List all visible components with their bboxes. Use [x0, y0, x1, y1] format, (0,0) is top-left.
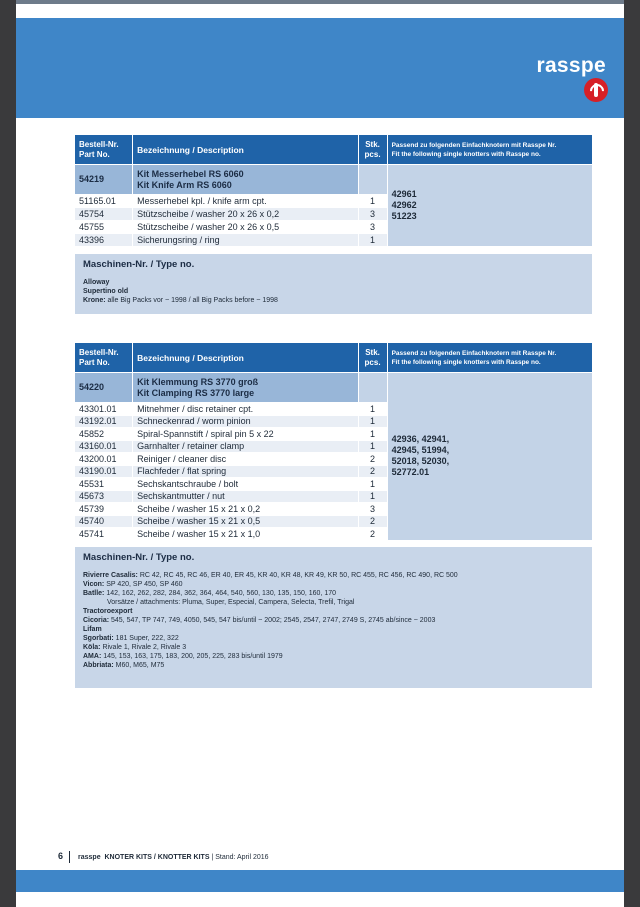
header-qty — [359, 343, 387, 372]
page-number: 6 — [58, 851, 64, 861]
kit-part-no: 54220 — [75, 373, 132, 402]
item-description: Scheibe / washer 15 x 21 x 0,2 — [133, 503, 357, 515]
item-part-no: 45531 — [75, 478, 132, 490]
header-fits-en: Fit the following single knotters with Rasspe no. — [391, 358, 541, 366]
item-part-no: 43160.01 — [75, 441, 132, 453]
header-band — [16, 18, 624, 118]
item-description: Scheibe / washer 15 x 21 x 0,5 — [133, 516, 357, 528]
kit-title-en: Kit Clamping RS 3770 large — [137, 387, 255, 398]
machines-title: Maschinen-Nr. / Type no. — [83, 259, 195, 270]
item-qty: 3 — [359, 221, 387, 233]
kit-table-54219 — [74, 134, 593, 247]
machine-brand: Krone: — [83, 297, 106, 304]
machine-models: Rivale 1, Rivale 2, Rivale 3 — [100, 644, 187, 651]
machine-models: Vorsätze / attachments: Pluma, Super, Especial, Campera, Selecta, Trefil, Trigal — [107, 599, 355, 606]
item-qty: 1 — [359, 195, 387, 207]
item-part-no: 45755 — [75, 221, 132, 233]
kit-table-54220 — [74, 342, 593, 541]
header-qty-en: pcs. — [364, 149, 381, 159]
item-description: Messerhebel kpl. / knife arm cpt. — [133, 195, 357, 207]
machines-box-kit1 — [75, 254, 592, 314]
logo-text: rasspe — [536, 54, 606, 77]
machine-brand: Alloway — [83, 279, 110, 286]
machine-line — [83, 616, 584, 625]
page-footer — [58, 851, 269, 863]
machine-line — [83, 634, 584, 643]
header-part-no-de: Bestell-Nr. — [79, 139, 119, 149]
header-fits-en: Fit the following single knotters with Rasspe no. — [391, 150, 541, 158]
item-description: Garnhalter / retainer clamp — [133, 441, 357, 453]
fit-knotter: 42945, 51994, — [391, 445, 450, 456]
machine-models: SP 420, SP 450, SP 460 — [104, 581, 183, 588]
header-qty-de: Stk. — [365, 347, 380, 357]
machine-line — [83, 589, 584, 598]
fit-knotter: 42962 — [391, 200, 417, 210]
item-qty: 1 — [359, 478, 387, 490]
kit-fits-cell — [388, 373, 592, 540]
item-description: Sechskantmutter / nut — [133, 491, 357, 503]
item-qty: 1 — [359, 403, 387, 415]
kit-title — [133, 165, 357, 194]
item-description: Sicherungsring / ring — [133, 234, 357, 246]
machine-line — [83, 661, 584, 670]
table-header-row — [75, 343, 592, 372]
machine-brand: Tractoroexport — [83, 608, 133, 615]
item-qty: 1 — [359, 234, 387, 246]
header-part-no-de: Bestell-Nr. — [79, 347, 119, 357]
machine-line — [83, 580, 584, 589]
item-description: Schneckenrad / worm pinion — [133, 416, 357, 428]
item-qty: 1 — [359, 416, 387, 428]
item-description: Spiral-Spannstift / spiral pin 5 x 22 — [133, 428, 357, 440]
machine-brand: Köla: — [83, 644, 101, 651]
header-qty-en: pcs. — [364, 357, 381, 367]
kit-title — [133, 373, 357, 402]
machine-line — [83, 643, 584, 652]
machine-models: RC 42, RC 45, RC 46, ER 40, ER 45, KR 40, KR 48, KR 49, KR 50, RC 455, RC 456, RC 490, RC 500 — [137, 572, 458, 579]
machine-brand: AMA: — [83, 653, 102, 660]
machine-brand: Rivierre Casalis: — [83, 572, 138, 579]
machine-brand: Supertino old — [83, 288, 129, 295]
machine-models: M60, M65, M75 — [113, 662, 165, 669]
item-part-no: 45741 — [75, 528, 132, 540]
item-description: Scheibe / washer 15 x 21 x 1,0 — [133, 528, 357, 540]
fit-knotter: 42936, 42941, — [391, 434, 450, 445]
machine-line — [83, 652, 584, 661]
item-description: Mitnehmer / disc retainer cpt. — [133, 403, 357, 415]
kit-qty-empty — [359, 165, 387, 194]
item-qty: 2 — [359, 528, 387, 540]
item-qty: 1 — [359, 428, 387, 440]
fit-knotter: 51223 — [391, 211, 417, 221]
header-qty — [359, 135, 387, 164]
item-qty: 3 — [359, 503, 387, 515]
top-strip — [16, 0, 624, 4]
header-qty-de: Stk. — [365, 139, 380, 149]
item-description: Reiniger / cleaner disc — [133, 453, 357, 465]
machine-line — [83, 287, 584, 296]
fit-knotter: 52772.01 — [391, 467, 430, 478]
item-part-no: 45754 — [75, 208, 132, 220]
item-part-no: 45673 — [75, 491, 132, 503]
machine-models: alle Big Packs vor ~ 1998 / all Big Packs before ~ 1998 — [105, 297, 278, 304]
header-part-no-en: Part No. — [79, 149, 110, 159]
machine-models: 545, 547, TP 747, 749, 4050, 545, 547 bis/until ~ 2002; 2545, 2547, 2747, 2749 S, 2745 ab/since ~ 2003 — [109, 617, 436, 624]
item-part-no: 51165.01 — [75, 195, 132, 207]
machine-brand: Cicoria: — [83, 617, 110, 624]
machine-line — [83, 571, 584, 580]
item-part-no: 45739 — [75, 503, 132, 515]
machine-brand: Vicon: — [83, 581, 105, 588]
item-qty: 1 — [359, 491, 387, 503]
table-header-row — [75, 135, 592, 164]
fit-knotter: 52018, 52030, — [391, 456, 450, 467]
header-fits — [388, 343, 592, 372]
machine-line — [83, 625, 584, 634]
header-part-no-en: Part No. — [79, 357, 110, 367]
logo-mark-icon — [584, 78, 608, 102]
header-part-no — [75, 135, 132, 164]
footer-brand: rasspe — [78, 854, 101, 861]
item-qty: 1 — [359, 441, 387, 453]
item-description: Sechskantschraube / bolt — [133, 478, 357, 490]
machine-brand: Sgorbati: — [83, 635, 114, 642]
item-qty: 2 — [359, 466, 387, 478]
footer-stand: | Stand: April 2016 — [211, 854, 269, 861]
item-qty: 2 — [359, 516, 387, 528]
kit-qty-empty — [359, 373, 387, 402]
item-qty: 2 — [359, 453, 387, 465]
machine-models: 181 Super, 222, 322 — [113, 635, 179, 642]
item-qty: 3 — [359, 208, 387, 220]
header-fits — [388, 135, 592, 164]
item-description: Stützscheibe / washer 20 x 26 x 0,5 — [133, 221, 357, 233]
kit-title-en: Kit Knife Arm RS 6060 — [137, 179, 232, 190]
machine-line — [83, 278, 584, 287]
machine-line — [83, 296, 584, 305]
machine-models: 142, 162, 262, 282, 284, 362, 364, 464, 540, 560, 130, 135, 150, 160, 170 — [104, 590, 336, 597]
fit-knotter: 42961 — [391, 189, 417, 199]
machine-brand: Batlle: — [83, 590, 105, 597]
header-fits-de: Passend zu folgenden Einfachknotern mit Rasspe Nr. — [391, 141, 557, 149]
item-description: Stützscheibe / washer 20 x 26 x 0,2 — [133, 208, 357, 220]
machine-brand: Lifam — [83, 626, 102, 633]
header-description: Bezeichnung / Description — [133, 343, 357, 372]
machines-box-kit2 — [75, 547, 592, 688]
document-page — [16, 0, 624, 907]
machines-title: Maschinen-Nr. / Type no. — [83, 552, 195, 563]
item-part-no: 45740 — [75, 516, 132, 528]
item-part-no: 43200.01 — [75, 453, 132, 465]
kit-fits-cell — [388, 165, 592, 246]
kit-title-de: Kit Klemmung RS 3770 groß — [137, 376, 259, 387]
machine-models: 145, 153, 163, 175, 183, 200, 205, 225, 283 bis/until 1979 — [101, 653, 283, 660]
item-part-no: 43301.01 — [75, 403, 132, 415]
item-part-no: 43190.01 — [75, 466, 132, 478]
machine-line — [83, 607, 584, 616]
bottom-band — [16, 870, 624, 892]
kit-title-row — [75, 165, 592, 194]
footer-divider — [69, 851, 70, 863]
header-description: Bezeichnung / Description — [133, 135, 357, 164]
machine-brand: Abbriata: — [83, 662, 114, 669]
item-part-no: 45852 — [75, 428, 132, 440]
header-part-no — [75, 343, 132, 372]
kit-part-no: 54219 — [75, 165, 132, 194]
kit-title-de: Kit Messerhebel RS 6060 — [137, 168, 244, 179]
item-description: Flachfeder / flat spring — [133, 466, 357, 478]
rasspe-logo — [520, 54, 610, 104]
kit-title-row — [75, 373, 592, 402]
header-fits-de: Passend zu folgenden Einfachknotern mit Rasspe Nr. — [391, 349, 557, 357]
item-part-no: 43396 — [75, 234, 132, 246]
machine-line — [83, 598, 584, 607]
item-part-no: 43192.01 — [75, 416, 132, 428]
footer-section: KNOTER KITS / KNOTTER KITS — [104, 854, 210, 861]
